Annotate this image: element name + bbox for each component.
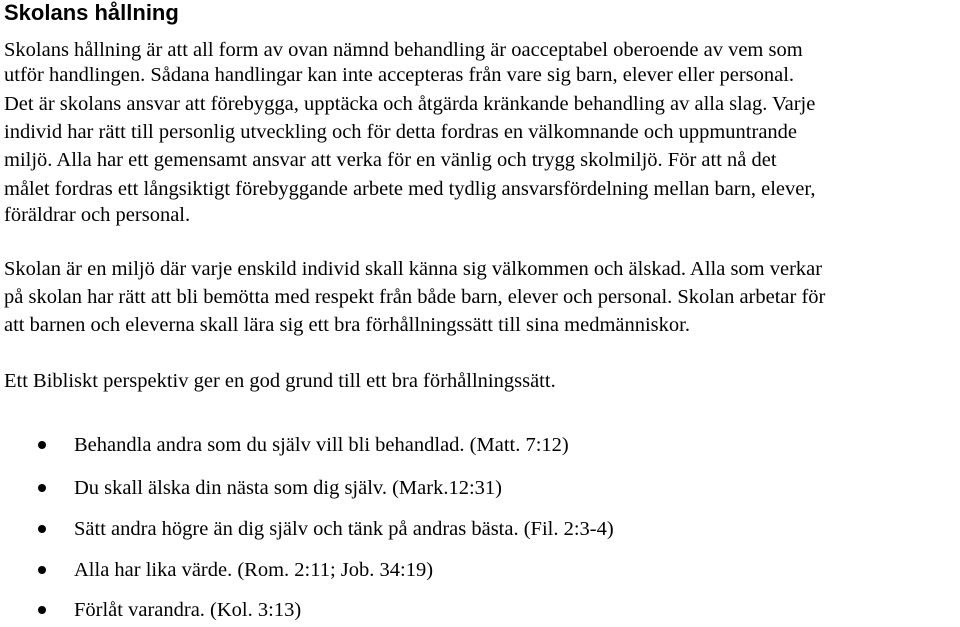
list-item [0,556,960,584]
paragraph-biblical-perspective: Ett Bibliskt perspektiv ger en god grund till ett bra förhållningssätt. [4,370,556,392]
bullet-icon [38,606,46,614]
list-item-text: Förlåt varandra. (Kol. 3:13) [74,599,302,621]
list-item [0,474,960,502]
section-heading: Skolans hållning [4,0,179,25]
list-item-text: Du skall älska din nästa som dig själv. (Mark.12:31) [74,477,502,499]
list-item-text: Behandla andra som du själv vill bli behandlad. (Matt. 7:12) [74,434,569,456]
paragraph-line: Skolans hållning är att all form av ovan nämnd behandling är oacceptabel oberoende av vem som [4,39,803,61]
paragraph-line: Skolan är en miljö där varje enskild individ skall känna sig välkommen och älskad. Alla som verkar [4,258,823,280]
bullet-icon [38,566,46,574]
paragraph-line: individ har rätt till personlig utveckling och för detta fordras en välkomnande och uppmuntrande [4,121,798,143]
bullet-icon [38,484,46,492]
list-item [0,515,960,543]
paragraph-line: utför handlingen. Sådana handlingar kan inte accepteras från vare sig barn, elever eller personal. [4,64,795,86]
paragraph-line: att barnen och eleverna skall lära sig ett bra förhållningssätt till sina medmänniskor. [4,314,690,336]
paragraph-line: på skolan har rätt att bli bemötta med respekt från både barn, elever och personal. Skolan arbetar för [4,286,826,308]
list-item [0,431,960,459]
bullet-icon [38,441,46,449]
paragraph-line: föräldrar och personal. [4,204,191,226]
list-item-text: Alla har lika värde. (Rom. 2:11; Job. 34:19) [74,559,434,581]
paragraph-line: Det är skolans ansvar att förebygga, upptäcka och åtgärda kränkande behandling av alla slag. Varje [4,93,816,115]
list-item [0,596,960,624]
list-item-text: Sätt andra högre än dig själv och tänk på andras bästa. (Fil. 2:3-4) [74,518,614,540]
paragraph-line: miljö. Alla har ett gemensamt ansvar att verka för en vänlig och trygg skolmiljö. För att nå det [4,149,777,171]
bullet-icon [38,525,46,533]
paragraph-line: målet fordras ett långsiktigt förebyggande arbete med tydlig ansvarsfördelning mellan barn, elever, [4,178,816,200]
